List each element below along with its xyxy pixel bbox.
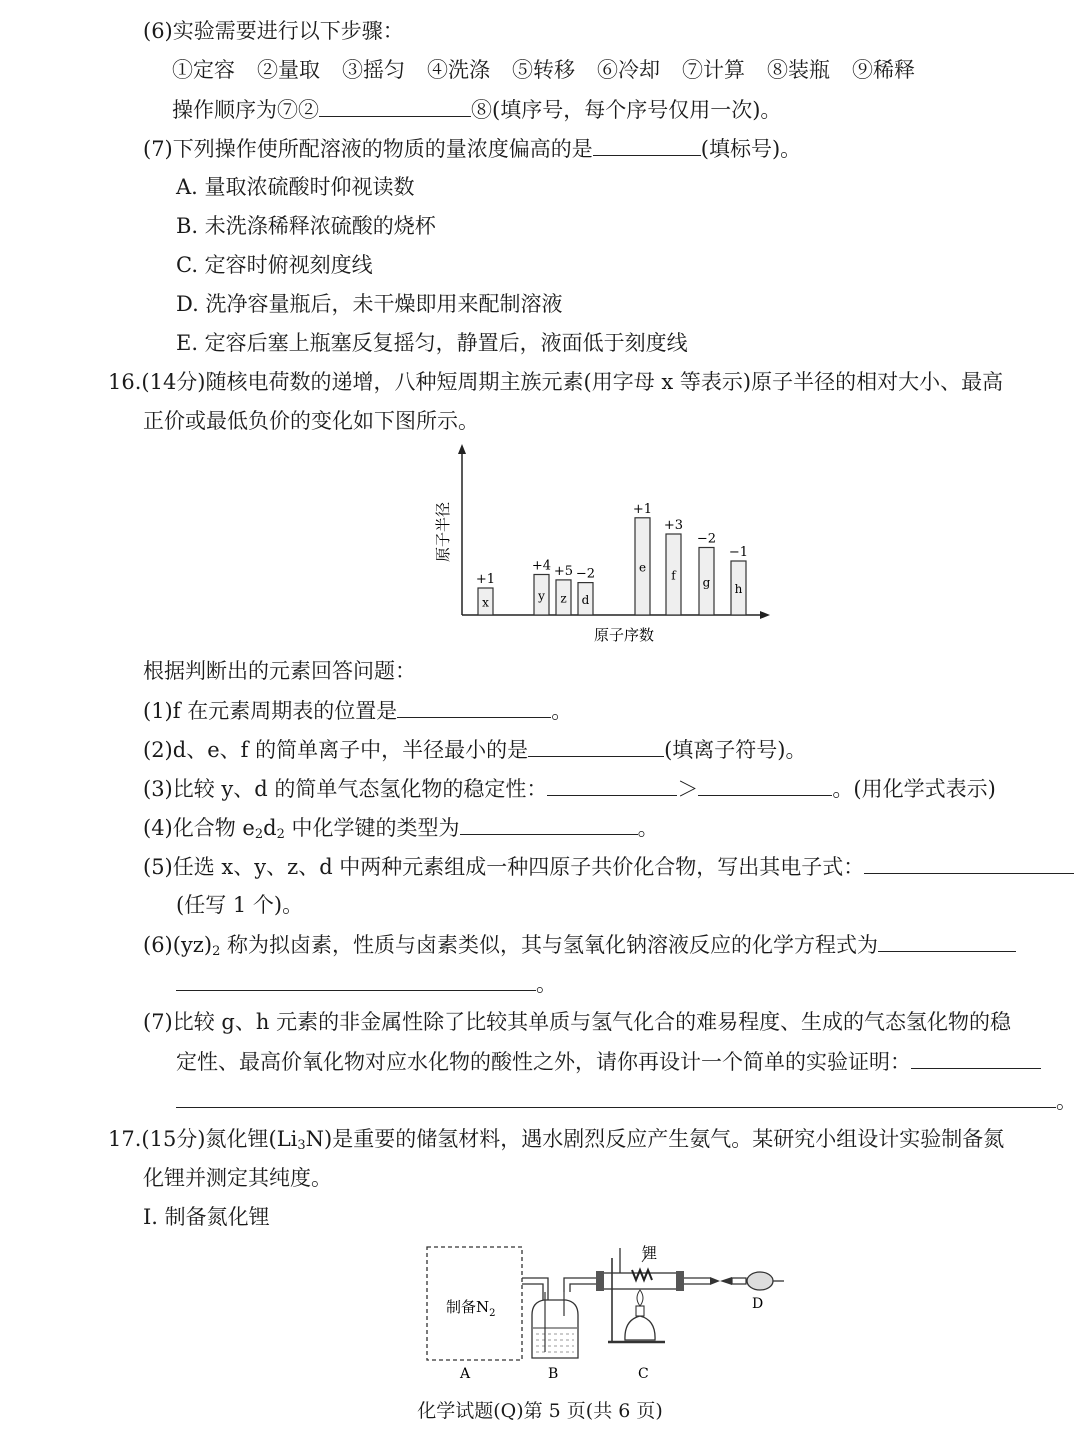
q17-stem-b: N)是重要的储氢材料，遇水剧烈反应产生氨气。某研究小组设计实验制备氮 [305, 1127, 1005, 1151]
valence-label-h: −1 [728, 545, 749, 560]
y-axis-arrow [458, 444, 466, 454]
s2-suffix: (填离子符号)。 [664, 738, 807, 762]
valence-label-e: +1 [632, 501, 653, 517]
option-e: E. 定容后塞上瓶塞反复摇匀，静置后，液面低于刻度线 [176, 331, 688, 355]
option-b: B. 未洗涤稀释浓硫酸的烧杯 [176, 214, 436, 238]
s7-text: 定性、最高价氧化物对应水化物的酸性之外，请你再设计一个简单的实验证明： [176, 1050, 911, 1074]
x-axis-arrow [760, 611, 770, 619]
q16-s7-line1: (7)比较 g、h 元素的非金属性除了比较其单质与氢气化合的难易程度、生成的气态氢化物的稳 [143, 1010, 1012, 1034]
answer-blank-s6-cont[interactable] [176, 968, 536, 991]
subscript: 2 [276, 827, 285, 842]
s1-prefix: (1)f 在元素周期表的位置是 [143, 699, 398, 723]
drying-tube-d [732, 1278, 746, 1284]
answer-blank-s4[interactable] [460, 812, 638, 835]
s5-prefix: (5)任选 x、y、z、d 中两种元素组成一种四原子共价化合物，写出其电子式： [143, 855, 865, 879]
answer-blank-order[interactable] [319, 94, 471, 117]
label-b: B [548, 1366, 559, 1382]
answer-blank-s1[interactable] [397, 695, 551, 718]
q16-s6 [143, 929, 1016, 959]
bar-letter-f: f [671, 568, 676, 583]
q17-stem-line1 [108, 1124, 1004, 1154]
q15-steps [172, 55, 937, 85]
valence-label-d: −2 [575, 566, 596, 582]
q16-s6-line2 [176, 968, 557, 998]
answer-blank-q16-s7-cont[interactable] [176, 1085, 1056, 1108]
q16-intro: 根据判断出的元素回答问题： [143, 659, 416, 683]
valence-label-z: +5 [553, 563, 574, 579]
valence-label-y: +4 [531, 558, 552, 574]
bar-letter-z: z [560, 591, 567, 606]
answer-blank-s3a[interactable] [547, 773, 677, 796]
s1-suffix: 。 [551, 699, 573, 723]
q15-s7-stem [143, 133, 801, 163]
s3-suffix: 。(用化学式表示) [832, 777, 996, 801]
q17-stem-a: 17.(15分)氮化锂(Li [108, 1127, 298, 1151]
y-axis-label: 原子半径 [434, 501, 452, 563]
q16-s4 [143, 812, 659, 842]
order-prefix: 操作顺序为⑦② [172, 98, 319, 122]
step-item: ⑥冷却 [597, 58, 660, 82]
s3-prefix: (3)比较 y、d 的简单气态氢化物的稳定性： [143, 777, 548, 801]
s7-suffix: (填标号)。 [700, 137, 802, 161]
s7-prefix: (7)下列操作使所配溶液的物质的量浓度偏高的是 [143, 137, 593, 161]
x-axis-label: 原子序数 [593, 626, 655, 644]
valence-label-g: −2 [696, 531, 717, 547]
option-a: A. 量取浓硫酸时仰视读数 [176, 175, 415, 199]
step-item: ①定容 [172, 58, 235, 82]
step-item: ⑧装瓶 [767, 58, 830, 82]
answer-blank-s6[interactable] [878, 929, 1016, 952]
s7-suffix: 。 [1056, 1089, 1077, 1113]
s4-suffix: 。 [637, 816, 659, 840]
step-item: ⑤转移 [512, 58, 575, 82]
q16-s1 [143, 695, 572, 725]
q17-stem-line2: 化锂并测定其纯度。 [143, 1166, 332, 1190]
label-a: A [460, 1366, 471, 1382]
q15-s6-stem: (6)实验需要进行以下步骤： [143, 19, 404, 43]
page-footer: 化学试题(Q)第 5 页(共 6 页) [417, 1400, 663, 1422]
s6-suffix: 。 [536, 972, 557, 996]
s6-prefix: (6)(yz) [143, 933, 213, 957]
s4-text: 中化学键的类型为 [284, 816, 460, 840]
step-item: ⑨稀释 [852, 58, 915, 82]
answer-blank-s2[interactable] [528, 734, 664, 757]
greater-than-sign: ＞ [677, 777, 699, 801]
q16-s5 [143, 851, 1074, 881]
valence-label-f: +3 [663, 518, 684, 533]
s4-prefix: (4)化合物 e [143, 816, 255, 840]
q16-s7-line2 [176, 1046, 1041, 1076]
q15-s6-order [172, 94, 781, 124]
s6-text: 称为拟卤素，性质与卤素类似，其与氢氧化钠溶液反应的化学方程式为 [220, 933, 879, 957]
answer-blank-s7[interactable] [593, 133, 701, 156]
subscript: 3 [297, 1138, 306, 1153]
step-item: ⑦计算 [682, 58, 745, 82]
answer-blank-s3b[interactable] [698, 773, 832, 796]
alcohol-lamp [625, 1316, 655, 1340]
subscript: 2 [254, 827, 264, 842]
q17-part1-heading: Ⅰ. 制备氮化锂 [143, 1205, 270, 1229]
q16-s2 [143, 734, 806, 764]
q16-stem-line2: 正价或最低负价的变化如下图所示。 [143, 409, 479, 433]
s4-element: d [263, 816, 277, 840]
q16-s3 [143, 773, 996, 803]
bar-letter-h: h [734, 582, 743, 596]
s2-prefix: (2)d、e、f 的简单离子中，半径最小的是 [143, 738, 529, 762]
valence-label-x: +1 [475, 572, 496, 587]
bar-letter-e: e [638, 560, 647, 575]
lithium-label: 锂 [642, 1244, 658, 1262]
atomic-radius-chart [428, 440, 788, 650]
step-item: ④洗涤 [427, 58, 490, 82]
option-c: C. 定容时俯视刻度线 [176, 253, 373, 277]
wash-bottle-b [532, 1300, 578, 1358]
answer-blank-q16-s7[interactable] [911, 1046, 1041, 1069]
order-suffix: ⑧(填序号，每个序号仅用一次)。 [471, 98, 782, 122]
subscript: 2 [212, 944, 221, 959]
option-d: D. 洗净容量瓶后，未干燥即用来配制溶液 [176, 292, 563, 316]
label-c: C [638, 1366, 649, 1382]
step-item: ③摇匀 [342, 58, 405, 82]
bar-letter-g: g [702, 575, 711, 590]
q16-s5-line2: (任写 1 个)。 [176, 893, 304, 917]
step-item: ②量取 [257, 58, 320, 82]
bar-letter-d: d [581, 592, 590, 607]
apparatus-diagram [420, 1240, 800, 1385]
bar-letter-y: y [538, 588, 545, 603]
bar-letter-x: x [482, 595, 489, 610]
q16-stem-line1: 16.(14分)随核电荷数的递增，八种短周期主族元素(用字母 x 等表示)原子半径的相对大小、最高 [108, 370, 1004, 394]
box-a-label: 制备$N_2$ [446, 1298, 496, 1319]
label-d: D [752, 1296, 764, 1312]
answer-blank-s5[interactable] [864, 851, 1074, 874]
q16-s7-line3 [176, 1085, 1077, 1115]
